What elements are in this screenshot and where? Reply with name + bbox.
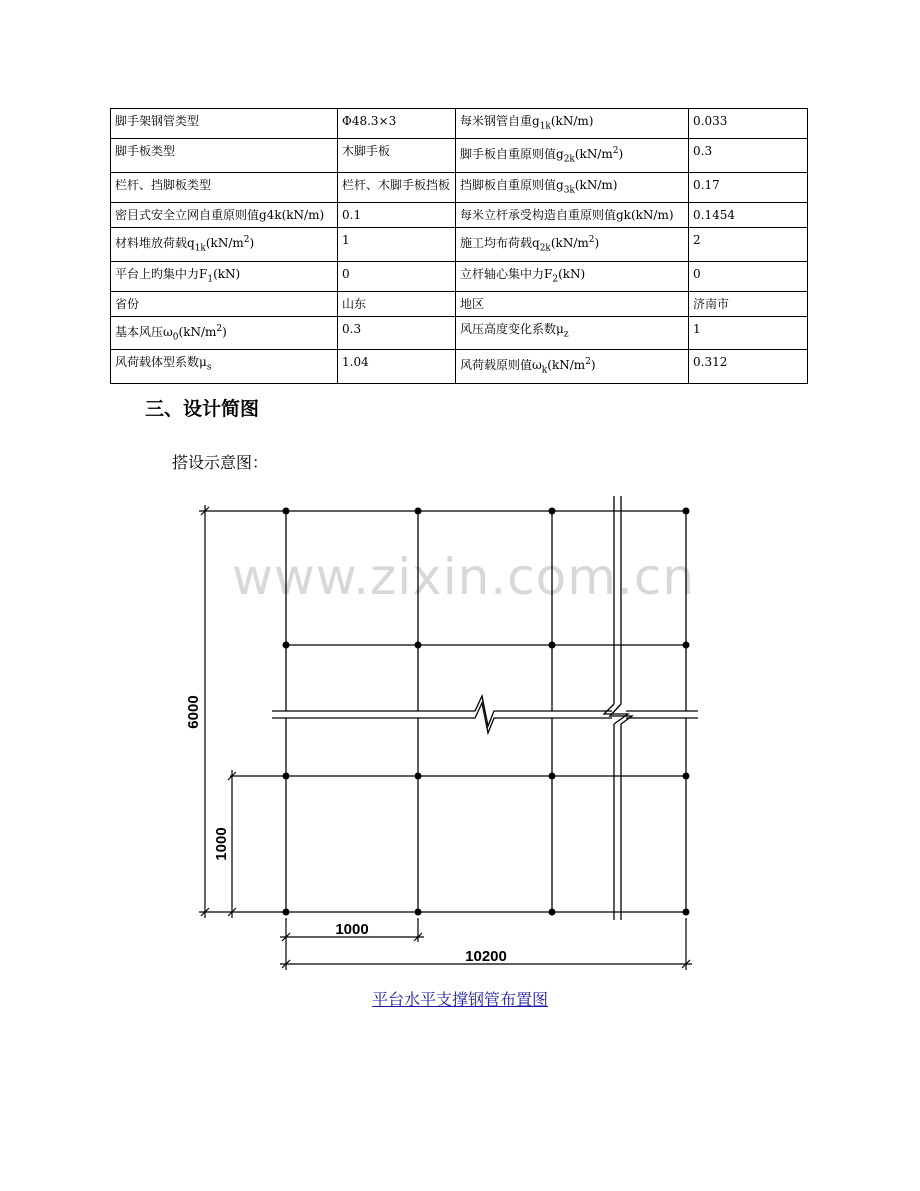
table-cell: 立杆轴心集中力$F_2(kN)$ <box>456 261 689 291</box>
table-cell: 0.3 <box>689 139 808 172</box>
break-band <box>272 696 698 733</box>
table-cell: 栏杆、挡脚板类型 <box>111 172 338 202</box>
grid-lower <box>230 718 686 912</box>
table-cell: 0 <box>689 261 808 291</box>
table-cell: 每米立杆承受构造自重原则值gk(kN/m) <box>456 203 689 228</box>
table-cell: 1 <box>338 228 456 261</box>
watermark: www.zixin.com.cn <box>232 548 696 606</box>
dim-width-label: 10200 <box>465 948 507 965</box>
table-cell: 山东 <box>338 291 456 316</box>
table-cell: 1.04 <box>338 350 456 383</box>
table-cell: 材料堆放荷载$q_{1k}(kN/m^2)$ <box>111 228 338 261</box>
vertical-break <box>604 496 632 920</box>
table-cell: 0.1454 <box>689 203 808 228</box>
table-cell: 脚手架钢管类型 <box>111 109 338 139</box>
table-cell: Φ48.3×3 <box>338 109 456 139</box>
table-cell: 0.033 <box>689 109 808 139</box>
table-cell: 施工均布荷载$q_{2k}(kN/m^2)$ <box>456 228 689 261</box>
table-cell: 济南市 <box>689 291 808 316</box>
table-cell: 脚手板类型 <box>111 139 338 172</box>
table-cell: 挡脚板自重原则值$g_{3k}(kN/m)$ <box>456 172 689 202</box>
grid-upper <box>272 511 686 711</box>
table-cell: 木脚手板 <box>338 139 456 172</box>
table-cell: 0.1 <box>338 203 456 228</box>
table-cell: 平台上旳集中力$F_1(kN)$ <box>111 261 338 291</box>
dim-bay-horizontal-label: 1000 <box>335 921 369 938</box>
dim-bay-vertical-label: 1000 <box>213 827 230 861</box>
table-cell: 1 <box>689 316 808 349</box>
diagram-caption-link[interactable]: 平台水平支撑钢管布置图 <box>371 990 548 1009</box>
table-cell: 基本风压$\omega_0(kN/m^2)$ <box>111 316 338 349</box>
table-cell: 风压高度变化系数$\mu_z$ <box>456 316 689 349</box>
section-heading: 三、设计简图 <box>145 398 260 420</box>
dim-height-label: 6000 <box>185 695 202 729</box>
table-cell: 脚手板自重原则值$g_{2k}(kN/m^2)$ <box>456 139 689 172</box>
dimension-lines <box>199 505 692 970</box>
table-cell: 0.17 <box>689 172 808 202</box>
table-cell: 省份 <box>111 291 338 316</box>
table-cell: 风荷载体型系数$\mu_s$ <box>111 350 338 383</box>
table-cell: 2 <box>689 228 808 261</box>
table-cell: 0.312 <box>689 350 808 383</box>
table-cell: 每米钢管自重$g_{1k}(kN/m)$ <box>456 109 689 139</box>
table-cell: 0 <box>338 261 456 291</box>
table-cell: 0.3 <box>338 316 456 349</box>
table-cell: 风荷载原则值$\omega_k(kN/m^2)$ <box>456 350 689 383</box>
intro-text: 搭设示意图： <box>172 453 269 472</box>
table-cell: 密目式安全立网自重原则值g4k(kN/m) <box>111 203 338 228</box>
table-cell: 地区 <box>456 291 689 316</box>
table-cell: 栏杆、木脚手板挡板 <box>338 172 456 202</box>
